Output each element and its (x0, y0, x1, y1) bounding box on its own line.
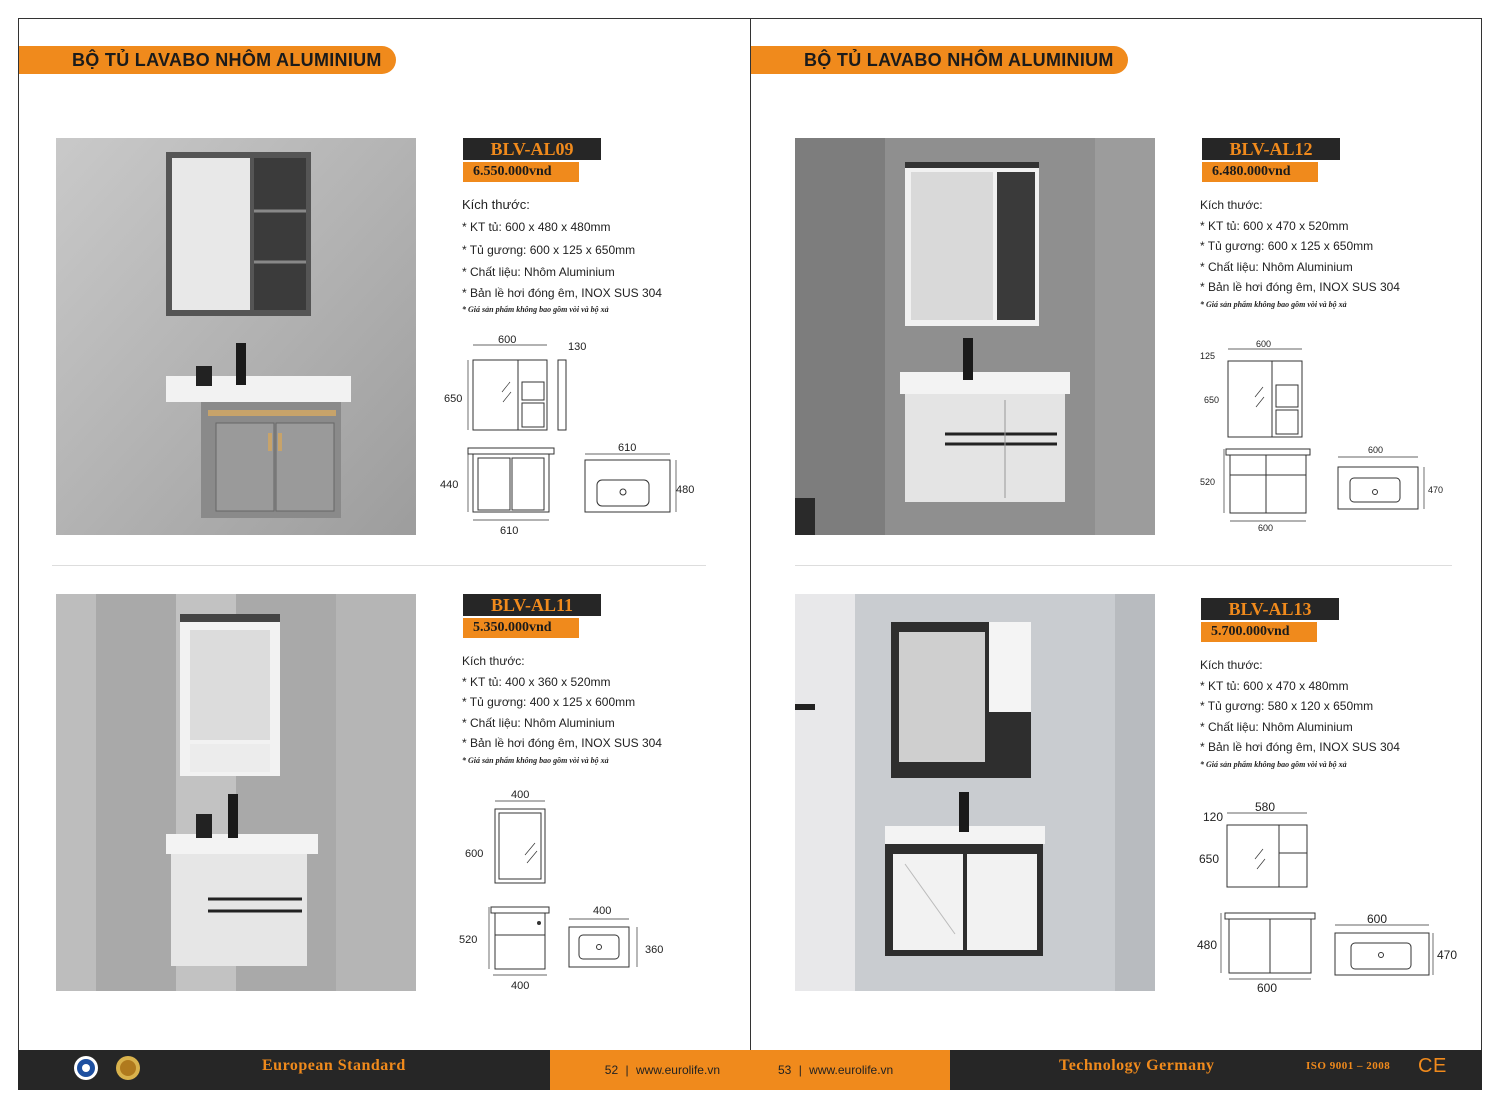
spec-list (462, 194, 662, 317)
dimension-drawing-al12 (1200, 335, 1460, 540)
website-link[interactable]: www.eurolife.vn (635, 1063, 720, 1077)
dim-label: 480 (1197, 938, 1218, 952)
dim-label: 600 (1258, 523, 1274, 533)
product-price: 6.550.000vnd (463, 162, 579, 182)
dim-label: 610 (500, 525, 519, 537)
dim-label: 400 (511, 789, 530, 801)
dim-label: 650 (1199, 852, 1220, 866)
spec-item: * Chất liệu: Nhôm Aluminium (1200, 259, 1353, 274)
spec-item: * Tủ gương: 580 x 120 x 650mm (1200, 699, 1374, 713)
spec-item: * KT tủ: 400 x 360 x 520mm (462, 674, 611, 689)
ce-mark: CE (1418, 1055, 1447, 1077)
price-note: * Giá sản phẩm không bao gồm vòi và bộ xả (1200, 299, 1347, 309)
spec-title: Kích thước: (1200, 198, 1263, 212)
dim-label: 360 (645, 944, 664, 956)
dimension-drawing-al13 (1195, 795, 1465, 1000)
spec-item: * KT tủ: 600 x 470 x 520mm (1200, 218, 1349, 233)
dim-label: 600 (1257, 981, 1278, 995)
product-code: BLV-AL13 (1201, 598, 1339, 620)
product-photo-al11 (56, 594, 416, 991)
footer-right (950, 1050, 1482, 1090)
dim-label: 400 (511, 980, 530, 992)
spec-title: Kích thước: (462, 654, 525, 668)
dim-label: 600 (465, 848, 484, 860)
page-number-bar-left: 52 | www.eurolife.vn (550, 1050, 750, 1090)
page-number-bar-right: 53 | www.eurolife.vn (750, 1050, 950, 1090)
spec-item: * KT tủ: 600 x 480 x 480mm (462, 220, 611, 234)
dim-label: 600 (1256, 339, 1272, 349)
spec-item: * KT tủ: 600 x 470 x 480mm (1200, 678, 1349, 693)
product-photo-al09 (56, 138, 416, 535)
dim-label: 120 (1203, 810, 1224, 824)
product-photo-al12 (795, 138, 1155, 535)
dim-label: 520 (459, 934, 478, 946)
spec-title: Kích thước: (1200, 658, 1263, 672)
dim-label: 125 (1200, 351, 1216, 361)
dimension-drawing-al11 (455, 785, 685, 995)
spec-item: * Chất liệu: Nhôm Aluminium (462, 265, 615, 279)
section-header: BỘ TỦ LAVABO NHÔM ALUMINIUM (751, 46, 1128, 74)
dim-label: 470 (1428, 485, 1444, 495)
price-note: * Giá sản phẩm không bao gồm vòi và bộ xả (1200, 759, 1347, 769)
dim-label: 400 (593, 905, 612, 917)
slogan-right: Technology Germany (1059, 1057, 1215, 1074)
spec-item: * Chất liệu: Nhôm Aluminium (1200, 719, 1353, 734)
price-note: * Giá sản phẩm không bao gồm vòi và bộ xả (462, 305, 609, 314)
dim-label: 650 (1204, 395, 1220, 405)
spec-item: * Bản lề hơi đóng êm, INOX SUS 304 (1200, 740, 1400, 754)
spec-title: Kích thước: (462, 197, 530, 212)
dim-label: 610 (618, 442, 637, 454)
product-code: BLV-AL11 (463, 594, 601, 616)
spec-item: * Tủ gương: 600 x 125 x 650mm (1200, 239, 1374, 253)
slogan-left: European Standard (262, 1057, 406, 1074)
dimension-drawing-al09 (440, 330, 710, 540)
dim-label: 650 (444, 393, 463, 405)
price-note: * Giá sản phẩm không bao gồm vòi và bộ xả (462, 755, 609, 765)
dim-label: 440 (440, 479, 459, 491)
spec-item: * Chất liệu: Nhôm Aluminium (462, 715, 615, 730)
dim-label: 580 (1255, 800, 1276, 814)
spec-list (462, 651, 662, 768)
dim-label: 470 (1437, 948, 1458, 962)
spec-item: * Bản lề hơi đóng êm, INOX SUS 304 (462, 736, 662, 750)
dim-label: 520 (1200, 477, 1216, 487)
product-price: 5.350.000vnd (463, 618, 579, 638)
spec-item: * Bản lề hơi đóng êm, INOX SUS 304 (1200, 280, 1400, 294)
section-divider (52, 565, 706, 566)
dim-label: 480 (676, 484, 695, 496)
certification-badges (72, 1054, 144, 1082)
spec-list (1200, 655, 1400, 772)
dim-label: 600 (498, 334, 517, 346)
spec-list (1200, 195, 1400, 312)
product-price: 6.480.000vnd (1202, 162, 1318, 182)
page-number: 53 (778, 1063, 792, 1077)
product-code: BLV-AL09 (463, 138, 601, 160)
section-divider (795, 565, 1452, 566)
dim-label: 130 (568, 341, 587, 353)
website-link[interactable]: www.eurolife.vn (809, 1063, 894, 1077)
dim-label: 600 (1368, 445, 1384, 455)
spec-item: * Tủ gương: 400 x 125 x 600mm (462, 695, 636, 709)
product-photo-al13 (795, 594, 1155, 991)
product-code: BLV-AL12 (1202, 138, 1340, 160)
page-number: 52 (604, 1063, 619, 1077)
spec-item: * Tủ gương: 600 x 125 x 650mm (462, 243, 636, 257)
iso-label: ISO 9001 – 2008 (1306, 1060, 1391, 1072)
spec-item: * Bản lề hơi đóng êm, INOX SUS 304 (462, 285, 662, 300)
product-price: 5.700.000vnd (1201, 622, 1317, 642)
section-header: BỘ TỦ LAVABO NHÔM ALUMINIUM (19, 46, 396, 74)
dim-label: 600 (1367, 912, 1388, 926)
